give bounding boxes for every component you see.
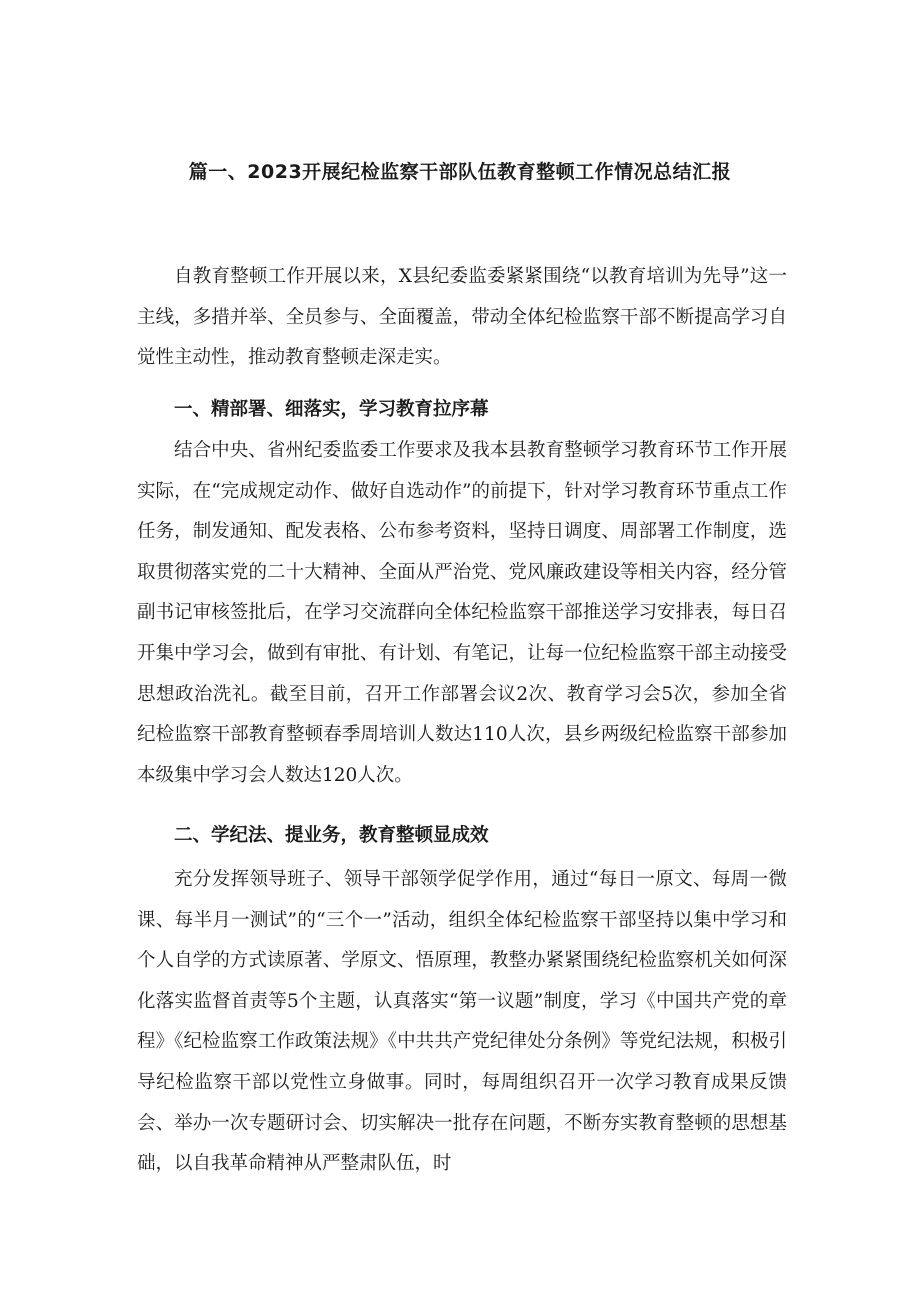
document-title: 篇一、2023开展纪检监察干部队伍教育整顿工作情况总结汇报: [188, 161, 732, 183]
section-heading-2: 二、学纪法、提业务，教育整顿显成效: [174, 825, 489, 846]
section-paragraph-2: 充分发挥领导班子、领导干部领学促学作用，通过“每日一原文、每周一微课、每半月一测试”的“三个一”活动，组织全体纪检监察干部坚持以集中学习和个人自学的方式读原著、学原文、悟原理，教整办紧紧围绕纪检监察机关如何深化落实监督首责等5个主题，认真落实“第一议题”制度，学习《中国共产党的章程》《纪检监察工作政策法规》《中共共产党纪律处分条例》等党纪法规，积极引导纪检监察干部以党性立身做事。同时，每周组织召开一次学习教育成果反馈会、举办一次专题研讨会、切实解决一批存在问题，不断夯实教育整顿的思想基础，以自我革命精神从严整肃队伍，时: [137, 869, 787, 1175]
section-paragraph-1: 结合中央、省州纪委监委工作要求及我本县教育整顿学习教育环节工作开展实际，在“完成规定动作、做好自选动作”的前提下，针对学习教育环节重点工作任务，制发通知、配发表格、公布参考资料，坚持日调度、周部署工作制度，选取贯彻落实党的二十大精神、全面从严治党、党风廉政建设等相关内容，经分管副书记审核签批后，在学习交流群向全体纪检监察干部推送学习安排表，每日召开集中学习会，做到有审批、有计划、有笔记，让每一位纪检监察干部主动接受思想政治洗礼。截至目前，召开工作部署会议2次、教育学习会5次，参加全省纪检监察干部教育整顿春季周培训人数达110人次，县乡两级纪检监察干部参加本级集中学习会人数达120人次。: [137, 440, 787, 786]
section-heading-1: 一、精部署、细落实，学习教育拉序幕: [174, 399, 489, 420]
intro-paragraph: 自教育整顿工作开展以来，X县纪委监委紧紧围绕“以教育培训为先导”这一主线，多措并举、全员参与、全面覆盖，带动全体纪检监察干部不断提高学习自觉性主动性，推动教育整顿走深走实。: [137, 266, 787, 369]
